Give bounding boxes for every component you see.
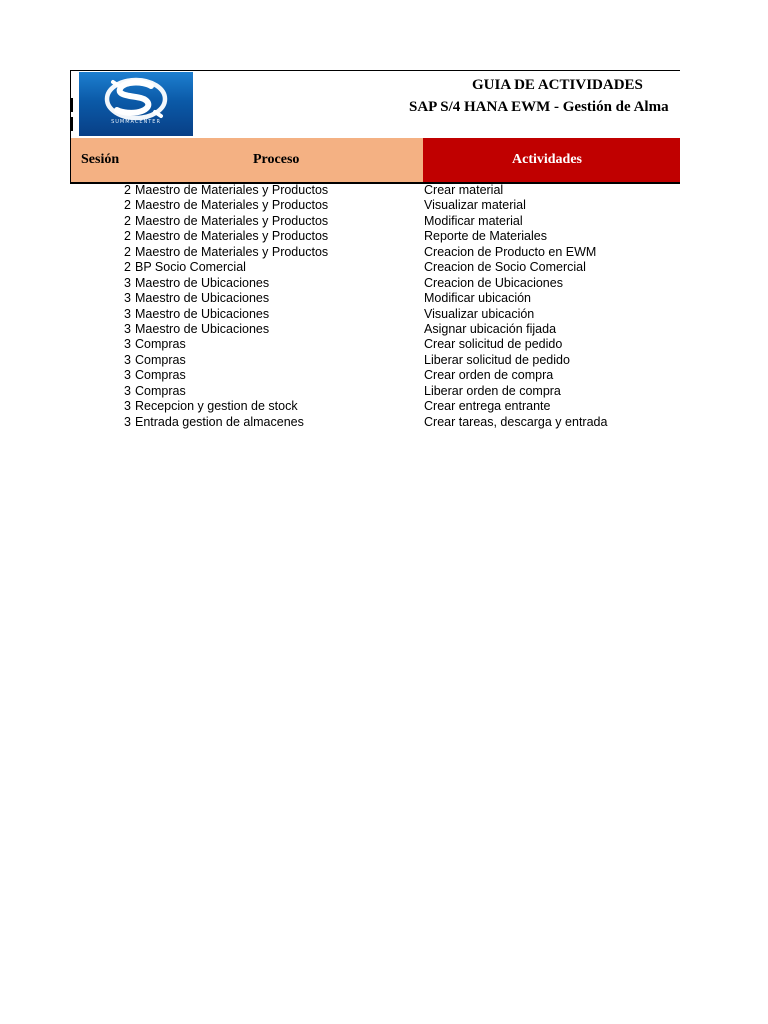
actividad-cell: Liberar solicitud de pedido <box>424 352 570 367</box>
sesion-cell: 2 <box>124 198 131 213</box>
actividad-cell: Asignar ubicación fijada <box>424 321 557 336</box>
sesion-cell: 2 <box>124 213 131 228</box>
actividad-cell: Liberar orden de compra <box>424 383 561 398</box>
sesion-cell: 3 <box>124 383 131 398</box>
table-row <box>0 245 768 260</box>
table-row <box>0 368 768 383</box>
sesion-cell: 3 <box>124 321 131 336</box>
table-row <box>0 307 768 322</box>
row-tick <box>70 117 73 131</box>
actividad-cell: Visualizar ubicación <box>424 306 535 321</box>
page-subtitle: SAP S/4 HANA EWM - Gestión de Alma <box>409 99 669 115</box>
proceso-cell: Maestro de Ubicaciones <box>135 306 270 321</box>
table-row <box>0 276 768 291</box>
page-title: GUIA DE ACTIVIDADES <box>472 77 643 93</box>
actividad-cell: Visualizar material <box>424 198 526 213</box>
actividad-cell: Crear entrega entrante <box>424 399 551 414</box>
sesion-cell: 3 <box>124 352 131 367</box>
proceso-header-band <box>71 138 423 182</box>
actividad-cell: Creacion de Ubicaciones <box>424 275 563 290</box>
sesion-cell: 3 <box>124 275 131 290</box>
actividad-cell: Creacion de Producto en EWM <box>424 244 597 259</box>
table-row <box>0 214 768 229</box>
actividad-cell: Reporte de Materiales <box>424 229 547 244</box>
proceso-cell: Maestro de Materiales y Productos <box>135 244 329 259</box>
sesion-cell: 3 <box>124 306 131 321</box>
proceso-cell: Maestro de Materiales y Productos <box>135 229 329 244</box>
table-row <box>0 198 768 213</box>
sesion-cell: 2 <box>124 260 131 275</box>
proceso-cell: BP Socio Comercial <box>135 260 246 275</box>
table-row <box>0 353 768 368</box>
sesion-cell: 3 <box>124 337 131 352</box>
proceso-cell: Compras <box>135 337 186 352</box>
table-row <box>0 260 768 275</box>
proceso-cell: Maestro de Ubicaciones <box>135 321 270 336</box>
proceso-cell: Maestro de Ubicaciones <box>135 275 270 290</box>
table-row <box>0 399 768 414</box>
proceso-cell: Recepcion y gestion de stock <box>135 399 298 414</box>
sesion-cell: 3 <box>124 399 131 414</box>
actividad-cell: Modificar ubicación <box>424 291 531 306</box>
proceso-cell: Maestro de Materiales y Productos <box>135 213 329 228</box>
proceso-cell: Compras <box>135 383 186 398</box>
table-row <box>0 337 768 352</box>
sesion-cell: 2 <box>124 229 131 244</box>
sesion-cell: 2 <box>124 183 131 197</box>
table-row <box>0 183 768 198</box>
table-row <box>0 384 768 399</box>
column-header-sesion: Sesión <box>81 152 120 167</box>
sesion-cell: 3 <box>124 291 131 306</box>
table-row <box>0 322 768 337</box>
row-tick <box>70 98 73 112</box>
sesion-cell: 3 <box>124 368 131 383</box>
summacenter-s-logo-icon <box>79 72 193 136</box>
actividad-cell: Modificar material <box>424 213 523 228</box>
proceso-cell: Entrada gestion de almacenes <box>135 414 304 429</box>
column-header-actividades: Actividades <box>512 152 582 167</box>
logo-wordmark: SUMMACENTER <box>111 119 161 125</box>
column-header-proceso: Proceso <box>253 152 300 167</box>
table-row <box>0 291 768 306</box>
table-row <box>0 229 768 244</box>
actividad-cell: Creacion de Socio Comercial <box>424 260 586 275</box>
actividad-cell: Crear material <box>424 183 504 197</box>
activities-table-body <box>0 183 768 430</box>
company-logo <box>79 72 193 136</box>
table-row <box>0 415 768 430</box>
sesion-cell: 3 <box>124 414 131 429</box>
proceso-cell: Maestro de Materiales y Productos <box>135 198 329 213</box>
sesion-cell: 2 <box>124 244 131 259</box>
proceso-cell: Compras <box>135 368 186 383</box>
proceso-cell: Compras <box>135 352 186 367</box>
actividad-cell: Crear orden de compra <box>424 368 554 383</box>
actividad-cell: Crear solicitud de pedido <box>424 337 563 352</box>
proceso-cell: Maestro de Materiales y Productos <box>135 183 329 197</box>
proceso-cell: Maestro de Ubicaciones <box>135 291 270 306</box>
actividad-cell: Crear tareas, descarga y entrada <box>424 414 608 429</box>
frame-top-border <box>71 70 680 71</box>
